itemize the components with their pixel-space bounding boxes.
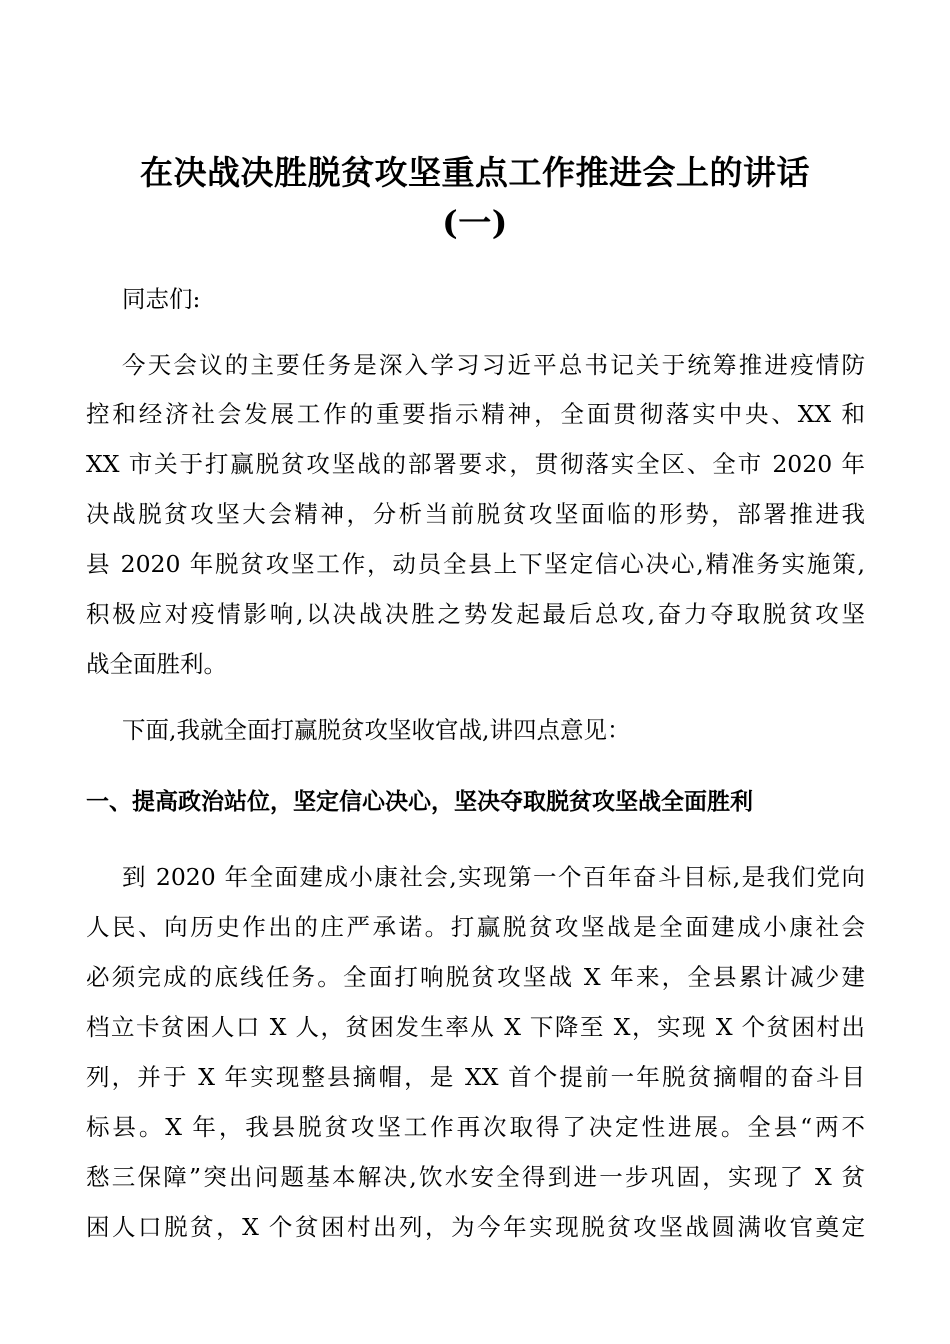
section-heading: 一、提高政治站位，坚定信心决心，坚决夺取脱贫攻坚战全面胜利 xyxy=(86,789,753,815)
paragraph3-line: 困人口脱贫，X 个贫困村出列，为今年实现脱贫攻坚战圆满收官奠定 xyxy=(86,1213,865,1241)
paragraph3-line: 愁三保障”突出问题基本解决,饮水安全得到进一步巩固，实现了 X 贫 xyxy=(86,1163,865,1191)
paragraph3-line: 必须完成的底线任务。全面打响脱贫攻坚战 X 年来，全县累计减少建 xyxy=(86,963,865,991)
paragraph1-line: 控和经济社会发展工作的重要指示精神，全面贯彻落实中央、XX 和 xyxy=(86,400,865,428)
paragraph1-line: 今天会议的主要任务是深入学习习近平总书记关于统筹推进疫情防 xyxy=(122,351,865,379)
salutation: 同志们: xyxy=(122,285,201,313)
paragraph1-line: 战全面胜利。 xyxy=(86,650,227,678)
paragraph3-line: 档立卡贫困人口 X 人，贫困发生率从 X 下降至 X，实现 X 个贫困村出 xyxy=(86,1013,865,1041)
paragraph3-line: 标县。X 年，我县脱贫攻坚工作再次取得了决定性进展。全县“两不 xyxy=(86,1113,865,1141)
paragraph1-line: 决战脱贫攻坚大会精神，分析当前脱贫攻坚面临的形势，部署推进我 xyxy=(86,500,865,528)
document-title-subtitle: (一) xyxy=(442,203,508,242)
paragraph2: 下面,我就全面打赢脱贫攻坚收官战,讲四点意见： xyxy=(122,716,631,744)
paragraph1-line: XX 市关于打赢脱贫攻坚战的部署要求，贯彻落实全区、全市 2020 年 xyxy=(86,450,865,478)
paragraph3-line: 到 2020 年全面建成小康社会,实现第一个百年奋斗目标,是我们党向 xyxy=(122,863,865,891)
paragraph3-line: 人民、向历史作出的庄严承诺。打赢脱贫攻坚战是全面建成小康社会 xyxy=(86,913,865,941)
paragraph1-line: 县 2020 年脱贫攻坚工作，动员全县上下坚定信心决心,精准务实施策, xyxy=(86,550,865,578)
paragraph3-line: 列，并于 X 年实现整县摘帽，是 XX 首个提前一年脱贫摘帽的奋斗目 xyxy=(86,1063,865,1091)
document-title: 在决战决胜脱贫攻坚重点工作推进会上的讲话 xyxy=(140,153,810,192)
paragraph1-line: 积极应对疫情影响,以决战决胜之势发起最后总攻,奋力夺取脱贫攻坚 xyxy=(86,600,865,628)
